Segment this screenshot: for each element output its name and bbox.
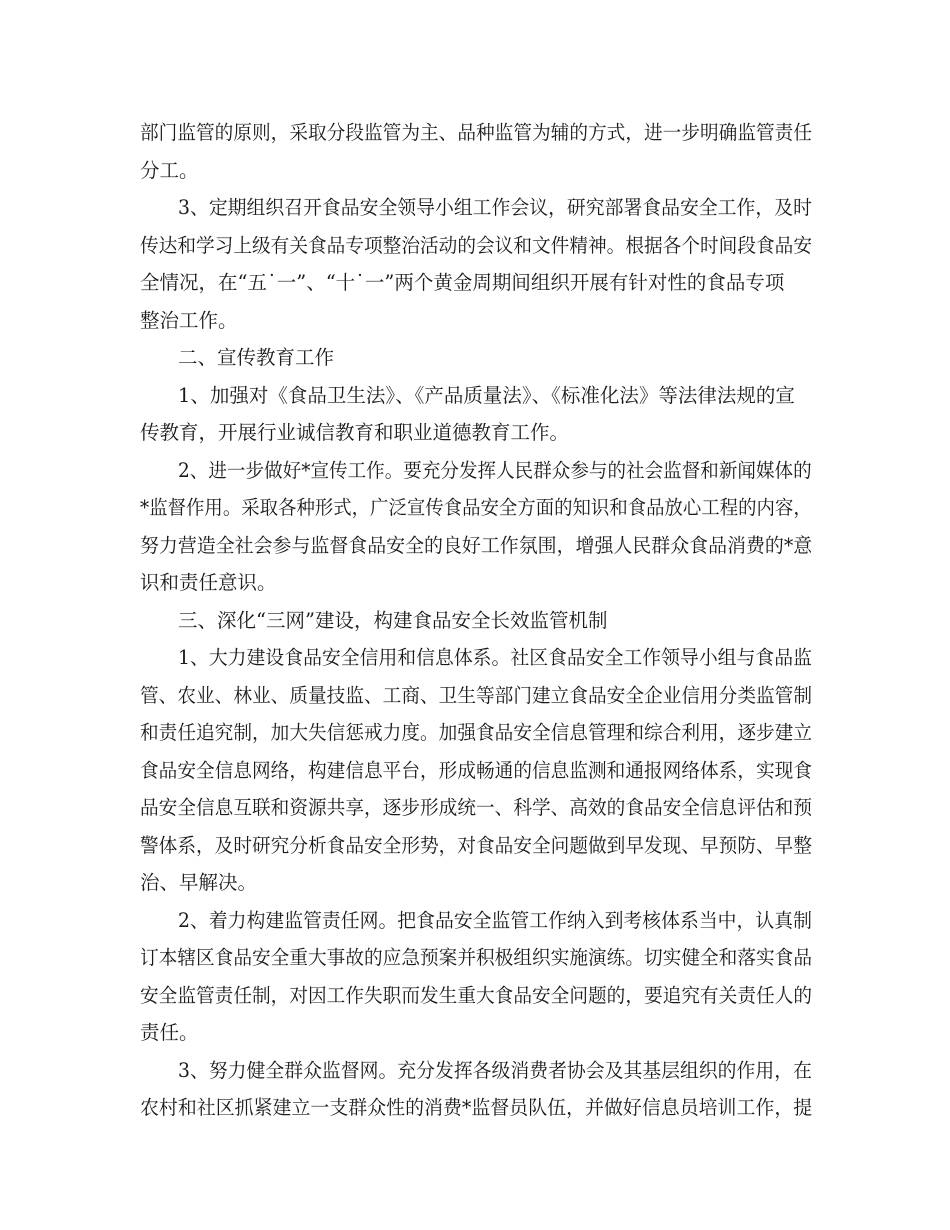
text-line: 和责任追究制，加大失信惩戒力度。加强食品安全信息管理和综合利用，逐步建立 — [140, 721, 813, 744]
text-line: 3、定期组织召开食品安全领导小组工作会议，研究部署食品安全工作，及时 — [178, 196, 812, 219]
text-line: 部门监管的原则，采取分段监管为主、品种监管为辅的方式，进一步明确监管责任 — [140, 121, 813, 144]
text-line: 食品安全信息网络，构建信息平台，形成畅通的信息监测和通报网络体系，实现食 — [140, 759, 813, 782]
text-line: 管、农业、林业、质量技监、工商、卫生等部门建立食品安全企业信用分类监管制 — [140, 684, 813, 707]
text-line: 传教育，开展行业诚信教育和职业道德教育工作。 — [140, 421, 570, 444]
text-line: 安全监管责任制，对因工作失职而发生重大食品安全问题的，要追究有关责任人的 — [140, 984, 813, 1007]
text-line: *监督作用。采取各种形式，广泛宣传食品安全方面的知识和食品放心工程的内容， — [140, 496, 812, 519]
section-heading: 三、深化“三网”建设，构建食品安全长效监管机制 — [178, 609, 608, 632]
text-line: 警体系，及时研究分析食品安全形势，对食品安全问题做到早发现、早预防、早整 — [140, 834, 813, 857]
text-line: 3、努力健全群众监督网。充分发挥各级消费者协会及其基层组织的作用，在 — [178, 1059, 812, 1082]
text-line: 治、早解决。 — [140, 871, 258, 894]
text-line: 订本辖区食品安全重大事故的应急预案并积极组织实施演练。切实健全和落实食品 — [140, 946, 813, 969]
text-line: 分工。 — [140, 159, 199, 182]
text-line: 1、大力建设食品安全信用和信息体系。社区食品安全工作领导小组与食品监 — [178, 646, 812, 669]
text-line: 责任。 — [140, 1021, 199, 1044]
text-line: 全情况，在“五˙一”、“十˙一”两个黄金周期间组织开展有针对性的食品专项 — [140, 271, 785, 294]
text-line: 农村和社区抓紧建立一支群众性的消费*监督员队伍，并做好信息员培训工作，提 — [140, 1096, 813, 1119]
text-line: 2、着力构建监管责任网。把食品安全监管工作纳入到考核体系当中，认真制 — [178, 909, 812, 932]
text-line: 识和责任意识。 — [140, 571, 277, 594]
text-line: 2、进一步做好*宣传工作。要充分发挥人民群众参与的社会监督和新闻媒体的 — [178, 459, 812, 482]
section-heading: 二、宣传教育工作 — [178, 346, 335, 369]
text-line: 努力营造全社会参与监督食品安全的良好工作氛围，增强人民群众食品消费的*意 — [140, 534, 813, 557]
text-line: 整治工作。 — [140, 309, 238, 332]
text-line: 传达和学习上级有关食品专项整治活动的会议和文件精神。根据各个时间段食品安 — [140, 234, 813, 257]
text-line: 1、加强对《食品卫生法》、《产品质量法》、《标准化法》等法律法规的宣 — [178, 384, 795, 407]
text-line: 品安全信息互联和资源共享，逐步形成统一、科学、高效的食品安全信息评估和预 — [140, 796, 813, 819]
